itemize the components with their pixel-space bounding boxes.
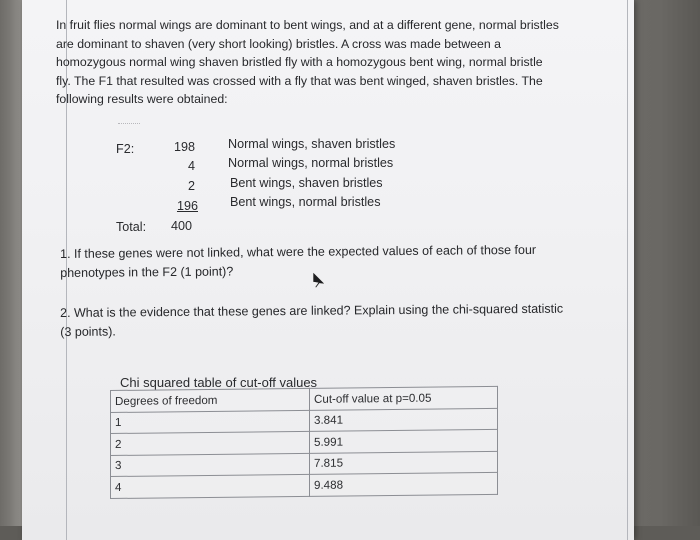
question-line: 2. What is the evidence that these genes are linked? Explain using the chi-squared statistic (60, 301, 564, 320)
cutoff-cell: 5.991 (310, 429, 498, 452)
count-cell: 196 (176, 199, 198, 213)
question-1 (60, 240, 600, 283)
phenotype-cell: Bent wings, shaven bristles (230, 176, 383, 190)
question-line: 1. If these genes were not linked, what were the expected values of each of those four (60, 242, 537, 261)
count-cell: 198 (173, 140, 195, 154)
df-cell: 1 (111, 410, 310, 434)
question-line: phenotypes in the F2 (1 point)? (60, 264, 234, 280)
cutoff-cell: 7.815 (310, 451, 498, 474)
df-cell: 2 (111, 431, 310, 455)
header-cell: Degrees of freedom (111, 388, 310, 412)
phenotype-cell: Normal wings, normal bristles (228, 156, 394, 170)
f2-label: F2: (116, 142, 135, 156)
intro-line: fly. The F1 that resulted was crossed with a fly that was bent winged, shaven bristles. The (56, 73, 543, 88)
total-label: Total: (116, 220, 147, 234)
intro-line: following results were obtained: (56, 92, 228, 107)
intro-line: are dominant to shaven (very short looking) bristles. A cross was made between a (56, 36, 501, 51)
table-row (111, 472, 498, 498)
chi-squared-table (110, 386, 498, 499)
question-line: (3 points). (60, 324, 116, 339)
mouse-pointer-icon (311, 271, 327, 289)
cutoff-cell: 9.488 (310, 472, 498, 495)
intro-line: homozygous normal wing shaven bristled fly with a homozygous bent wing, normal bristle (56, 55, 543, 70)
phenotype-cell: Normal wings, shaven bristles (228, 137, 396, 151)
phenotype-cell: Bent wings, normal bristles (230, 195, 381, 209)
df-cell: 3 (111, 453, 310, 477)
count-cell: 2 (187, 179, 195, 193)
question-2 (60, 299, 600, 342)
table-caption: Chi squared table of cut-off values (120, 375, 318, 390)
df-cell: 4 (111, 474, 310, 498)
total-value: 400 (170, 219, 192, 233)
intro-line: In fruit flies normal wings are dominant to bent wings, and at a different gene, normal bristles (56, 18, 559, 32)
count-cell: 4 (187, 159, 195, 173)
cutoff-cell: 3.841 (310, 408, 498, 431)
header-cell: Cut-off value at p=0.05 (310, 386, 498, 409)
